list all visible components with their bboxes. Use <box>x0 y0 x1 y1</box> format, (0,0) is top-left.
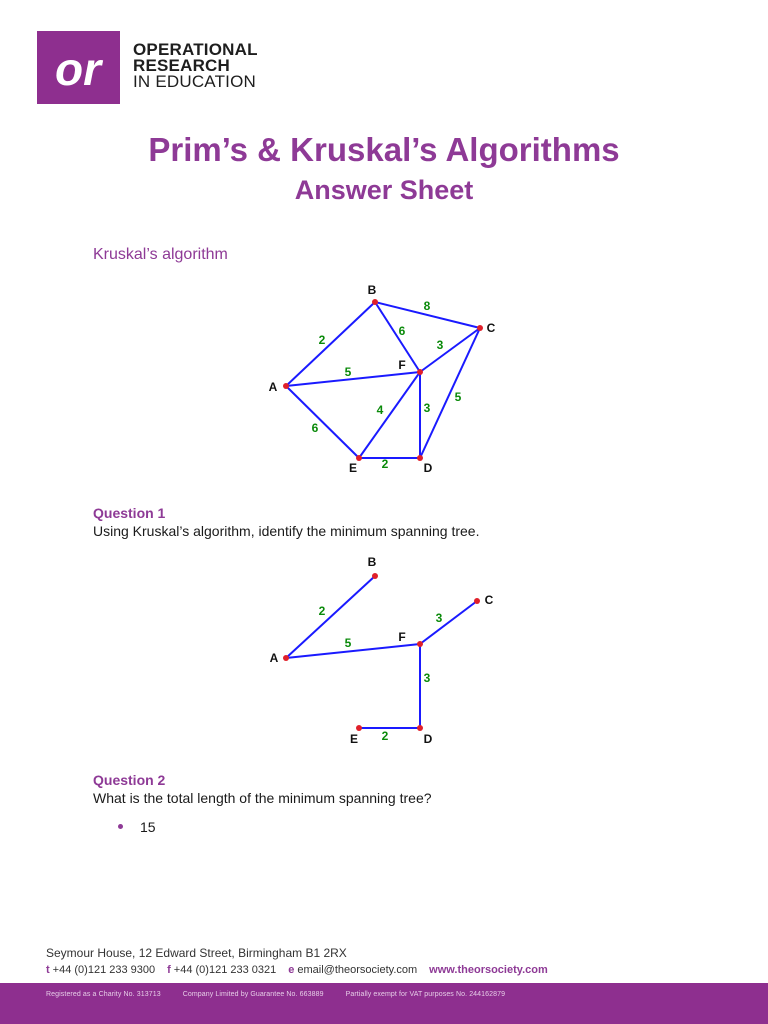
full-node-label-D: D <box>423 461 433 475</box>
full-node-A <box>283 383 289 389</box>
full-edge-AB <box>286 302 375 386</box>
email-link[interactable]: email@theorsociety.com <box>297 964 418 976</box>
full-weight-AB: 2 <box>318 333 326 347</box>
full-weight-FD: 3 <box>423 401 431 415</box>
mst-node-D <box>417 725 423 731</box>
logo-wordmark <box>133 42 258 90</box>
answer-value: 15 <box>140 819 156 835</box>
footer-legal <box>46 991 527 998</box>
full-node-F <box>417 369 423 375</box>
mst-node-label-B: B <box>367 555 377 569</box>
mst-node-label-C: C <box>484 593 494 607</box>
full-node-label-F: F <box>398 358 406 372</box>
phone-number: +44 (0)121 233 9300 <box>52 964 156 976</box>
logo-mark-text: or <box>55 43 101 95</box>
full-node-label-E: E <box>348 461 358 475</box>
email-key: e <box>288 964 295 976</box>
full-node-B <box>372 299 378 305</box>
mst-node-label-F: F <box>398 630 406 644</box>
mst-node-E <box>356 725 362 731</box>
full-edge-CD <box>420 328 480 458</box>
full-weight-AF: 5 <box>344 365 352 379</box>
full-weight-ED: 2 <box>381 457 389 471</box>
full-edge-FE <box>359 372 420 458</box>
page-title: Prim’s & Kruskal’s Algorithms <box>148 131 620 168</box>
section-heading: Kruskal’s algorithm <box>93 246 228 263</box>
full-weight-BF: 6 <box>398 324 406 338</box>
footer-address: Seymour House, 12 Edward Street, Birmingham B1 2RX <box>46 946 347 960</box>
mst-weight-FD: 3 <box>423 671 431 685</box>
mst-weight-FC: 3 <box>435 611 443 625</box>
fax-key: f <box>167 964 171 976</box>
website-link[interactable]: www.theorsociety.com <box>429 964 548 976</box>
full-weight-BC: 8 <box>423 299 431 313</box>
bullet-icon <box>118 824 123 829</box>
full-edge-AF <box>286 372 420 386</box>
legal-company: Company Limited by Guarantee No. 663889 <box>182 991 324 998</box>
mst-edge-AB <box>286 576 375 658</box>
full-node-label-B: B <box>367 283 377 297</box>
mst-node-label-E: E <box>349 732 359 746</box>
mst-node-A <box>283 655 289 661</box>
mst-node-label-D: D <box>423 732 433 746</box>
logo-line-3: IN EDUCATION <box>133 72 256 91</box>
full-node-D <box>417 455 423 461</box>
full-weight-FE: 4 <box>376 403 384 417</box>
question-1-text: Using Kruskal’s algorithm, identify the minimum spanning tree. <box>93 523 480 539</box>
legal-vat: Partially exempt for VAT purposes No. 244162879 <box>345 991 506 998</box>
phone-key: t <box>46 964 50 976</box>
question-1-label: Question 1 <box>93 505 166 521</box>
full-node-label-C: C <box>486 321 496 335</box>
mst-node-B <box>372 573 378 579</box>
legal-charity: Registered as a Charity No. 313713 <box>46 991 161 998</box>
question-2-text: What is the total length of the minimum spanning tree? <box>93 790 432 806</box>
full-edge-AE <box>286 386 359 458</box>
logo-line-2: RESEARCH <box>133 56 231 75</box>
mst-edge-AF <box>286 644 420 658</box>
mst-weight-ED: 2 <box>381 729 389 743</box>
mst-node-C <box>474 598 480 604</box>
footer-bar <box>0 983 768 1024</box>
full-edge-FC <box>420 328 480 372</box>
full-node-label-A: A <box>268 380 278 394</box>
fax-number: +44 (0)121 233 0321 <box>173 964 277 976</box>
footer-contact <box>46 964 548 976</box>
mst-node-label-A: A <box>269 651 279 665</box>
full-node-C <box>477 325 483 331</box>
mst-weight-AB: 2 <box>318 604 326 618</box>
full-weight-AE: 6 <box>311 421 319 435</box>
mst-graph-diagram <box>0 550 768 755</box>
full-graph-diagram <box>0 276 768 486</box>
mst-weight-AF: 5 <box>344 636 352 650</box>
page-subtitle: Answer Sheet <box>294 175 474 205</box>
mst-node-F <box>417 641 423 647</box>
full-weight-FC: 3 <box>436 338 444 352</box>
logo-line-1: OPERATIONAL <box>133 40 258 59</box>
answer-list-item <box>118 819 156 835</box>
mst-edge-FC <box>420 601 477 644</box>
full-weight-CD: 5 <box>454 390 462 404</box>
question-2-label: Question 2 <box>93 772 166 788</box>
logo-mark <box>37 31 120 104</box>
